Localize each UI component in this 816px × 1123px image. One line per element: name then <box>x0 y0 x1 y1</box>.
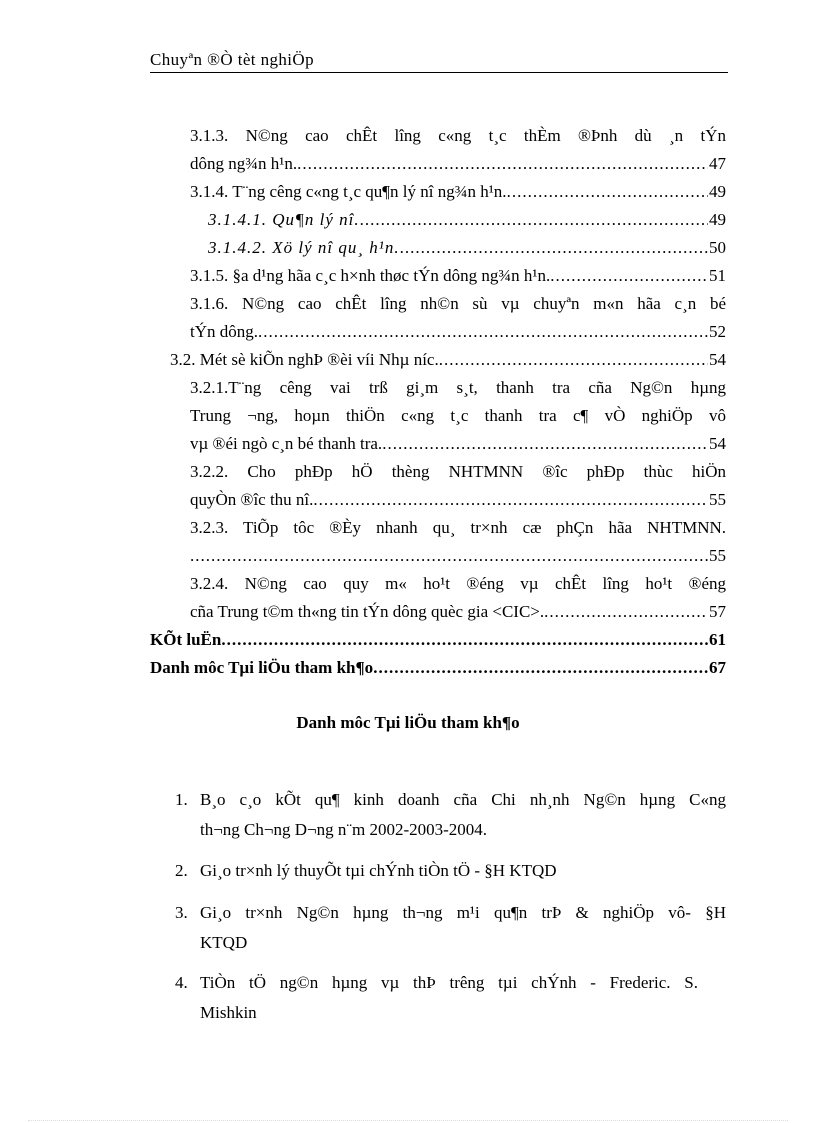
toc-entry-3-2-2-line1: 3.2.2. Cho phÐp hÖ thèng NHTMNN ®îc phÐp thùc hiÖn <box>190 462 726 481</box>
toc-entry-3-1-4-1 <box>208 210 726 230</box>
toc-entry-text: cña Trung t©m th«ng tin tÝn dông quèc gia <CIC>. <box>190 602 545 621</box>
toc-page-number: 57 <box>709 602 726 621</box>
toc-entry-text: 3.1.4.1. Qu¶n lý nî. <box>208 210 360 229</box>
toc-entry-3-2-1 <box>190 434 726 454</box>
toc-entry-3-1-6-line1: 3.1.6. N©ng cao chÊt lîng nh©n sù vµ chuyªn m«n hãa c¸n bé <box>190 294 726 313</box>
toc-page-number: 47 <box>709 154 726 173</box>
toc-page-number: 50 <box>709 238 726 257</box>
toc-page-number: 54 <box>709 350 726 369</box>
dot-leader <box>221 630 708 650</box>
reference-number: 1. <box>175 790 188 809</box>
reference-number: 2. <box>175 861 188 880</box>
toc-entry-text: vµ ®éi ngò c¸n bé thanh tra. <box>190 434 383 453</box>
toc-entry-3-2 <box>170 350 726 370</box>
reference-4-line2: Mishkin <box>200 1003 257 1022</box>
toc-entry-3-2-4-line1: 3.2.4. N©ng cao quy m« ho¹t ®éng vµ chÊt lîng ho¹t ®éng <box>190 574 726 593</box>
reference-2-line1: Gi¸o tr×nh lý thuyÕt tµi chÝnh tiÒn tÖ - §H KTQD <box>200 861 557 880</box>
toc-page-number: 61 <box>709 630 726 649</box>
toc-entry-3-2-2 <box>190 490 726 510</box>
dot-leader <box>313 490 708 510</box>
dot-leader <box>400 238 708 258</box>
toc-entry-text: 3.1.5. §a d¹ng hãa c¸c h×nh thøc tÝn dông ng¾n h¹n. <box>190 266 551 285</box>
dot-leader <box>258 322 708 342</box>
toc-entry-conclusion <box>150 630 726 650</box>
toc-page-number: 49 <box>709 210 726 229</box>
reference-4-line1: TiÒn tÖ ng©n hµng vµ thÞ trêng tµi chÝnh - Frederic. S. <box>200 973 698 992</box>
toc-entry-3-1-3-line1: 3.1.3. N©ng cao chÊt lîng c«ng t¸c thÈm ®Þnh dù ¸n tÝn <box>190 126 726 145</box>
dot-leader <box>382 434 708 454</box>
running-header: Chuyªn ®Ò tèt nghiÖp <box>150 50 314 69</box>
toc-page-number: 49 <box>709 182 726 201</box>
reference-number: 3. <box>175 903 188 922</box>
toc-entry-3-2-1-line1: 3.2.1.T¨ng cêng vai trß gi¸m s¸t, thanh tra cña Ng©n hµng <box>190 378 726 397</box>
reference-1-line2: th¬ng Ch¬ng D¬ng n¨m 2002-2003-2004. <box>200 820 488 839</box>
dot-leader <box>507 182 708 202</box>
toc-entry-text: quyÒn ®îc thu nî. <box>190 490 314 509</box>
dot-leader <box>550 266 708 286</box>
toc-entry-text: KÕt luËn <box>150 630 222 649</box>
toc-entry-text: 3.2. Mét sè kiÕn nghÞ ®èi víi Nhµ níc. <box>170 350 439 369</box>
toc-page-number: 54 <box>709 434 726 453</box>
toc-entry-3-2-3 <box>190 546 726 566</box>
toc-entry-3-1-4 <box>190 182 726 202</box>
header-rule <box>150 72 728 73</box>
reference-3-line2: KTQD <box>200 933 248 952</box>
dot-leader <box>544 602 708 622</box>
toc-entry-3-2-3-line1: 3.2.3. TiÕp tôc ®Èy nhanh qu¸ tr×nh cæ phÇn hãa NHTMNN. <box>190 518 726 537</box>
toc-entry-text: dông ng¾n h¹n. <box>190 154 298 173</box>
dot-leader <box>373 658 708 678</box>
toc-entry-3-1-6 <box>190 322 726 342</box>
toc-page-number: 51 <box>709 266 726 285</box>
toc-entry-references <box>150 658 726 678</box>
toc-entry-text: tÝn dông. <box>190 322 258 341</box>
references-heading: Danh môc Tµi liÖu tham kh¶o <box>296 713 520 732</box>
toc-entry-3-1-5 <box>190 266 726 286</box>
toc-entry-text: 3.1.4. T¨ng cêng c«ng t¸c qu¶n lý nî ng¾n h¹n. <box>190 182 507 201</box>
dot-leader <box>360 210 708 230</box>
toc-entry-3-1-4-2 <box>208 238 726 258</box>
toc-entry-text: 3.1.4.2. Xö lý nî qu¸ h¹n. <box>208 238 400 257</box>
toc-entry-3-2-1-line2: Trung ¬ng, hoµn thiÖn c«ng t¸c thanh tra c¶ vÒ nghiÖp vô <box>190 406 726 425</box>
dot-leader <box>190 546 708 566</box>
toc-entry-text: Danh môc Tµi liÖu tham kh¶o <box>150 658 374 677</box>
toc-page-number: 67 <box>709 658 726 677</box>
dot-leader <box>439 350 708 370</box>
reference-3-line1: Gi¸o tr×nh Ng©n hµng th¬ng m¹i qu¶n trÞ & nghiÖp vô- §H <box>200 903 726 922</box>
dot-leader <box>297 154 708 174</box>
toc-page-number: 52 <box>709 322 726 341</box>
toc-page-number: 55 <box>709 546 726 565</box>
reference-1-line1: B¸o c¸o kÕt qu¶ kinh doanh cña Chi nh¸nh Ng©n hµng C«ng <box>200 790 726 809</box>
page-bottom-border <box>28 1120 788 1121</box>
toc-entry-3-1-3 <box>190 154 726 174</box>
toc-entry-3-2-4 <box>190 602 726 622</box>
reference-number: 4. <box>175 973 188 992</box>
toc-page-number: 55 <box>709 490 726 509</box>
